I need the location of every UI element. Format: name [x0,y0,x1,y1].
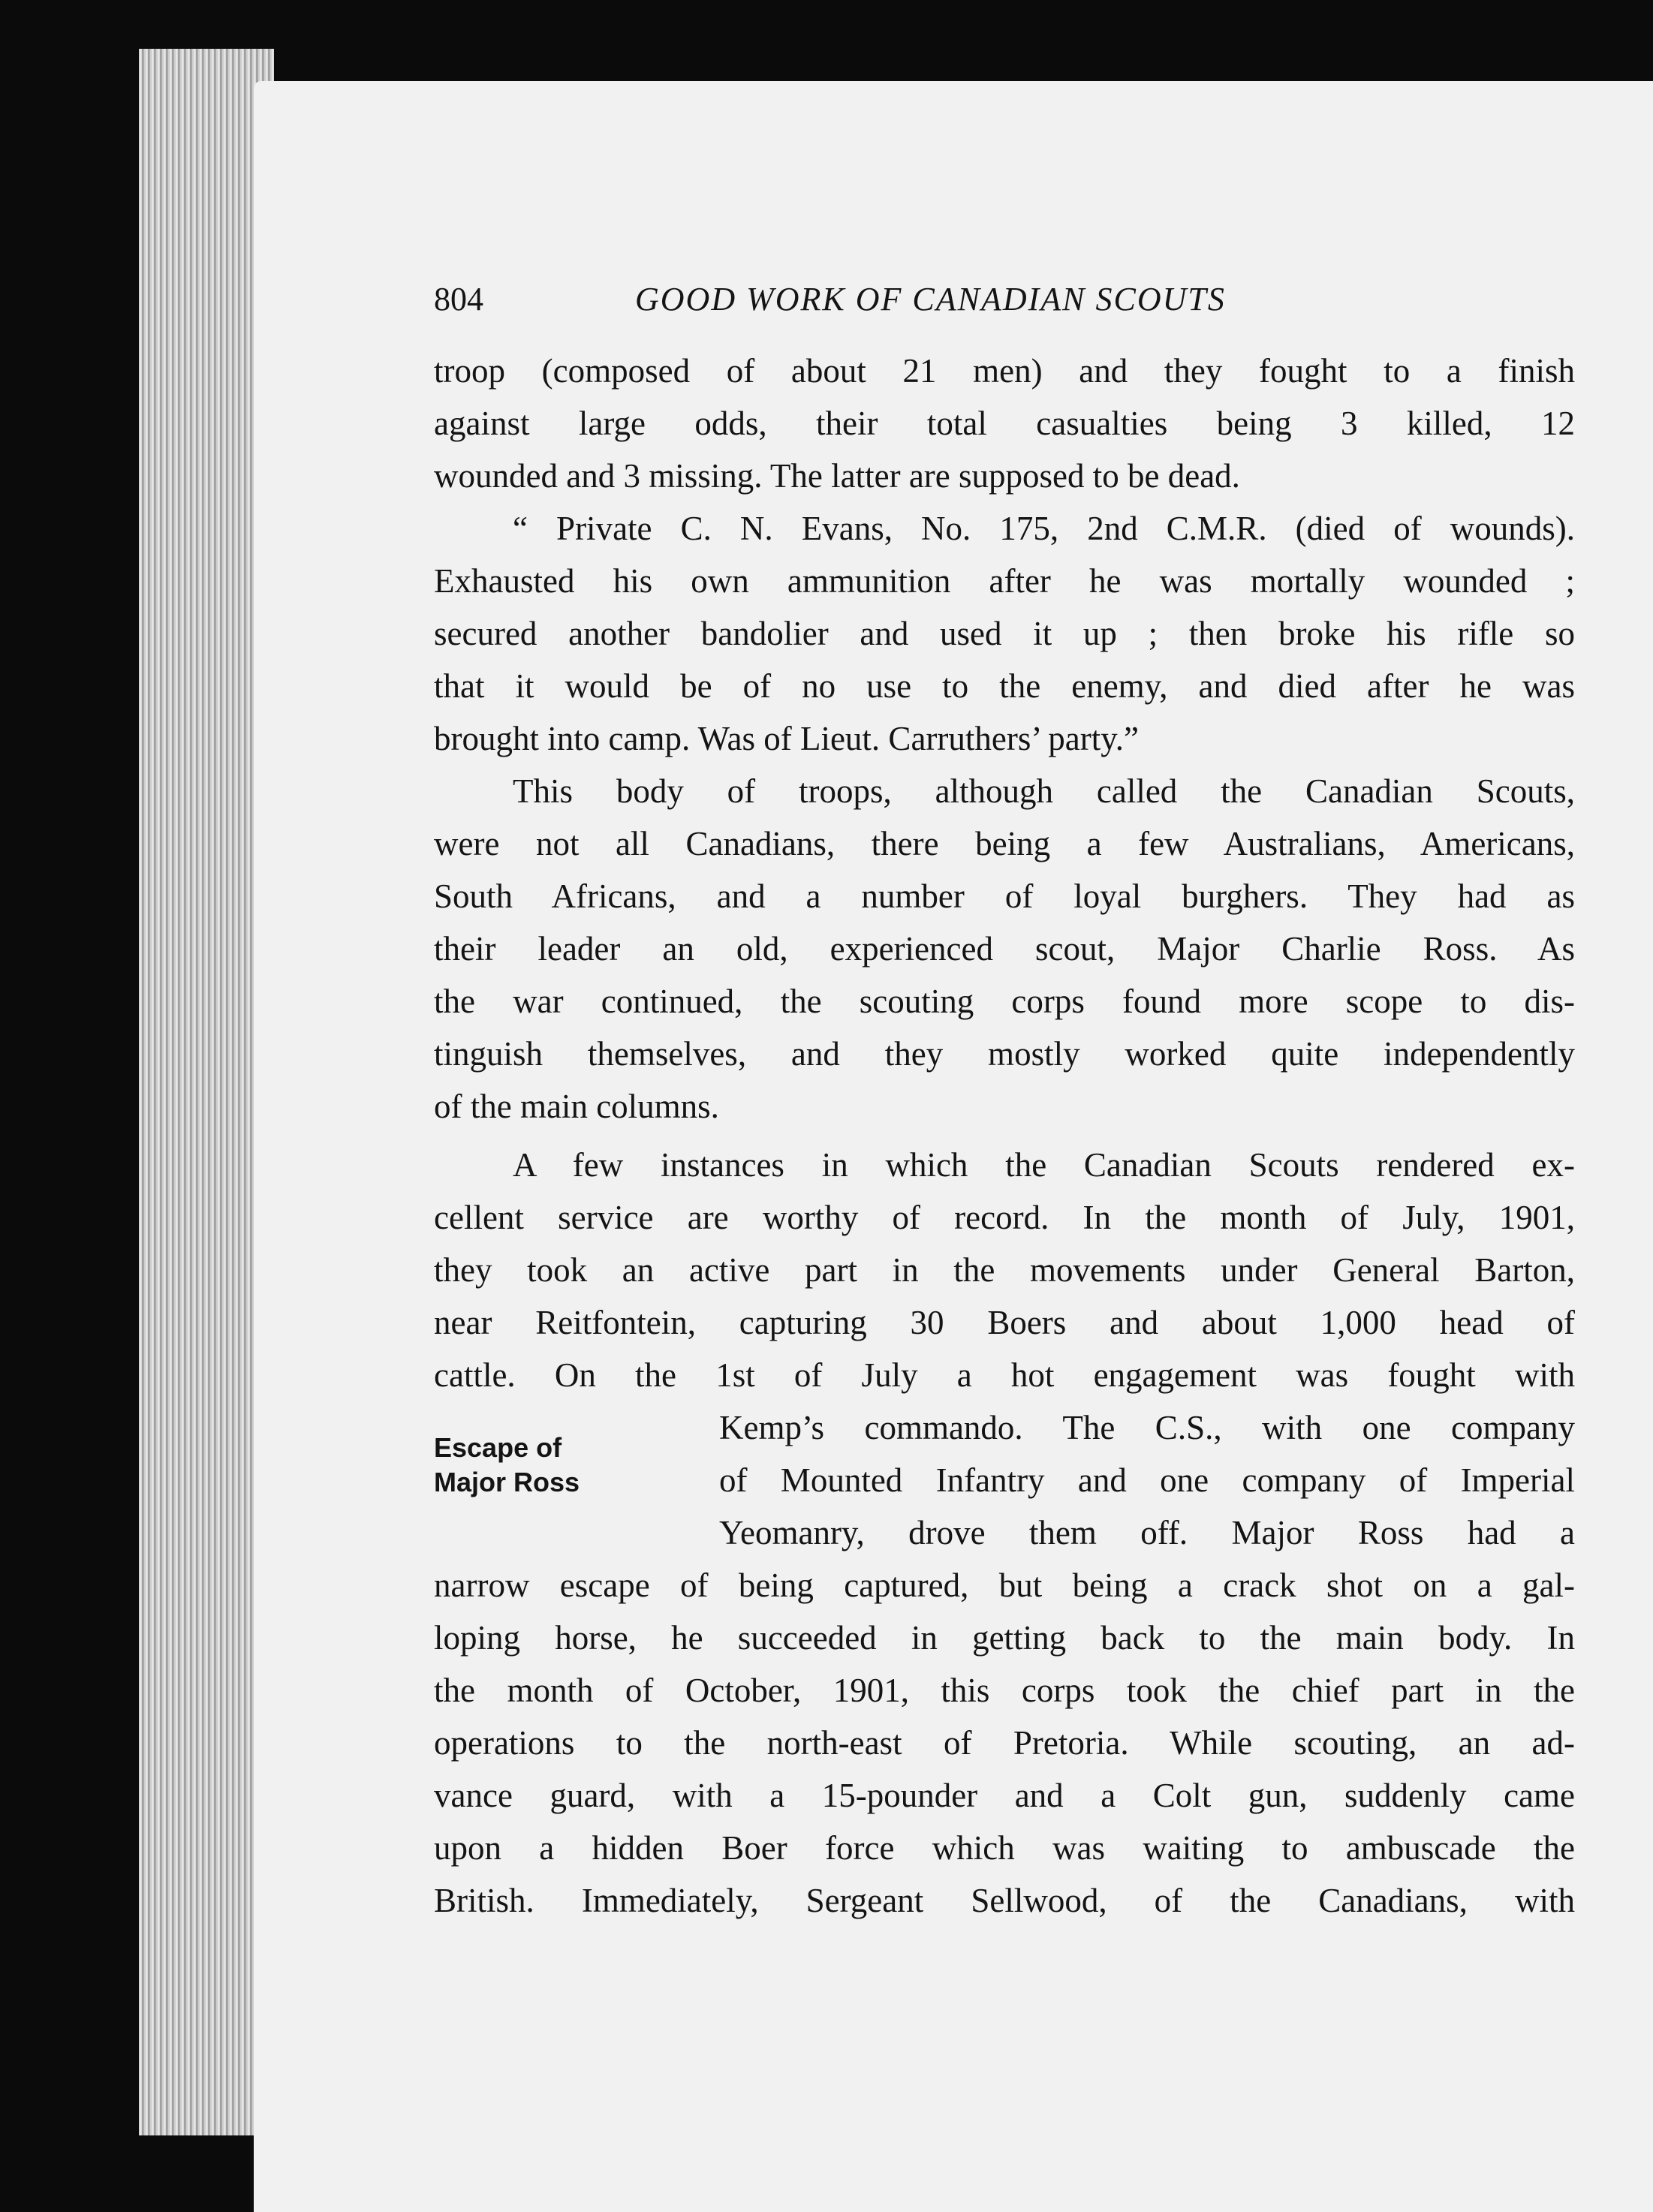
text-line: South Africans, and a number of loyal burghers. They had as [434,877,1575,915]
text-line: vance guard, with a 15-pounder and a Colt gun, suddenly came [434,1777,1575,1814]
book-page [254,81,1653,2212]
text-line: Kemp’s commando. The C.S., with one company [719,1409,1575,1446]
text-line: This body of troops, although called the Canadian Scouts, [513,772,1575,810]
text-line: of the main columns. [434,1088,719,1125]
running-title: GOOD WORK OF CANADIAN SCOUTS [635,281,1226,318]
text-line: the war continued, the scouting corps found more scope to dis- [434,983,1575,1020]
text-line: near Reitfontein, capturing 30 Boers and about 1,000 head of [434,1304,1575,1341]
text-line: wounded and 3 missing. The latter are supposed to be dead. [434,457,1240,495]
text-line: brought into camp. Was of Lieut. Carruthers’ party.” [434,720,1140,757]
text-line: that it would be of no use to the enemy, and died after he was [434,667,1575,705]
text-line: narrow escape of being captured, but being a crack shot on a gal- [434,1566,1575,1604]
sidenote-line-2: Major Ross [434,1467,580,1497]
text-line: British. Immediately, Sergeant Sellwood, of the Canadians, with [434,1882,1575,1919]
text-line: Exhausted his own ammunition after he was mortally wounded ; [434,562,1575,600]
text-line: upon a hidden Boer force which was waiting to ambuscade the [434,1829,1575,1867]
text-line: were not all Canadians, there being a few Australians, Americans, [434,825,1575,862]
text-line: secured another bandolier and used it up ; then broke his rifle so [434,615,1575,652]
text-line: A few instances in which the Canadian Scouts rendered ex- [513,1146,1575,1184]
text-line: troop (composed of about 21 men) and they fought to a finish [434,352,1575,390]
text-line: against large odds, their total casualties being 3 killed, 12 [434,405,1575,442]
text-line: cattle. On the 1st of July a hot engagement was fought with [434,1356,1575,1394]
text-line: their leader an old, experienced scout, Major Charlie Ross. As [434,930,1575,968]
text-line: operations to the north-east of Pretoria. While scouting, an ad- [434,1724,1575,1762]
page-number: 804 [434,281,483,318]
text-line: cellent service are worthy of record. In the month of July, 1901, [434,1199,1575,1236]
text-line: “ Private C. N. Evans, No. 175, 2nd C.M.R. (died of wounds). [513,510,1575,547]
text-line: of Mounted Infantry and one company of Imperial [719,1461,1575,1499]
text-line: loping horse, he succeeded in getting back to the main body. In [434,1619,1575,1657]
text-line: Yeomanry, drove them off. Major Ross had a [719,1514,1575,1551]
text-line: the month of October, 1901, this corps took the chief part in the [434,1672,1575,1709]
text-line: they took an active part in the movements under General Barton, [434,1251,1575,1289]
text-line: tinguish themselves, and they mostly worked quite independently [434,1035,1575,1073]
sidenote-line-1: Escape of [434,1432,562,1463]
